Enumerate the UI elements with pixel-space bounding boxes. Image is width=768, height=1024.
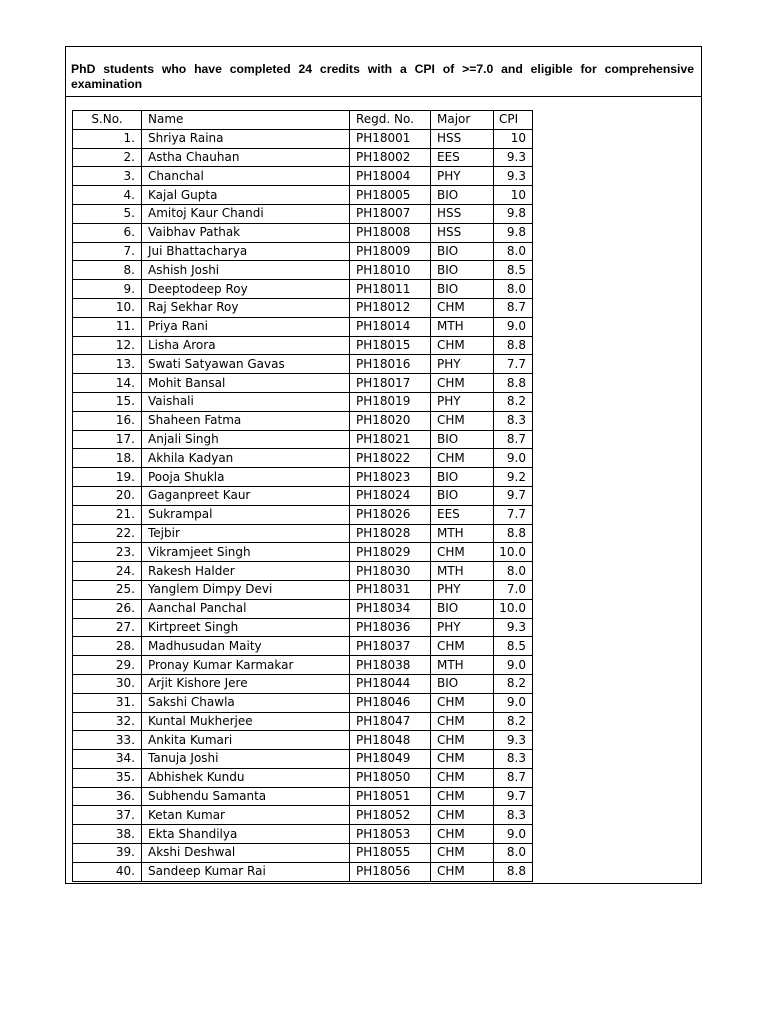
cell-regd-no: PH18051 [350,787,431,806]
cell-cpi: 9.0 [494,317,533,336]
cell-cpi: 8.7 [494,430,533,449]
cell-major: BIO [431,430,494,449]
cell-sno: 23. [73,543,142,562]
cell-sno: 26. [73,599,142,618]
cell-cpi: 10 [494,186,533,205]
cell-regd-no: PH18026 [350,505,431,524]
cell-regd-no: PH18015 [350,336,431,355]
cell-major: CHM [431,374,494,393]
cell-major: CHM [431,731,494,750]
table-row [73,862,533,881]
table-row [73,486,533,505]
cell-cpi: 10 [494,129,533,148]
cell-cpi: 9.3 [494,167,533,186]
cell-name: Tejbir [142,524,350,543]
cell-major: CHM [431,825,494,844]
cell-major: PHY [431,167,494,186]
cell-major: BIO [431,261,494,280]
cell-cpi: 8.3 [494,750,533,769]
cell-regd-no: PH18050 [350,768,431,787]
cell-name: Shaheen Fatma [142,411,350,430]
cell-sno: 35. [73,768,142,787]
cell-name: Subhendu Samanta [142,787,350,806]
cell-name: Amitoj Kaur Chandi [142,204,350,223]
cell-sno: 8. [73,261,142,280]
cell-regd-no: PH18044 [350,674,431,693]
table-row [73,543,533,562]
table-row [73,505,533,524]
cell-name: Yanglem Dimpy Devi [142,580,350,599]
cell-regd-no: PH18002 [350,148,431,167]
cell-major: MTH [431,317,494,336]
cell-regd-no: PH18046 [350,693,431,712]
table-row [73,317,533,336]
cell-cpi: 8.2 [494,392,533,411]
cell-cpi: 8.7 [494,298,533,317]
cell-regd-no: PH18028 [350,524,431,543]
table-row [73,336,533,355]
cell-cpi: 8.8 [494,374,533,393]
cell-name: Sakshi Chawla [142,693,350,712]
cell-sno: 38. [73,825,142,844]
cell-name: Abhishek Kundu [142,768,350,787]
table-row [73,167,533,186]
cell-major: BIO [431,280,494,299]
cell-cpi: 7.7 [494,355,533,374]
cell-name: Priya Rani [142,317,350,336]
cell-name: Gaganpreet Kaur [142,486,350,505]
cell-cpi: 7.0 [494,580,533,599]
cell-name: Vikramjeet Singh [142,543,350,562]
cell-cpi: 10.0 [494,543,533,562]
cell-name: Deeptodeep Roy [142,280,350,299]
cell-sno: 17. [73,430,142,449]
cell-regd-no: PH18008 [350,223,431,242]
cell-sno: 32. [73,712,142,731]
cell-regd-no: PH18017 [350,374,431,393]
cell-major: EES [431,505,494,524]
cell-regd-no: PH18022 [350,449,431,468]
table-row [73,562,533,581]
cell-name: Raj Sekhar Roy [142,298,350,317]
table-row [73,787,533,806]
cell-cpi: 8.3 [494,806,533,825]
cell-major: BIO [431,599,494,618]
cell-cpi: 8.0 [494,562,533,581]
cell-sno: 13. [73,355,142,374]
cell-major: BIO [431,242,494,261]
table-row [73,204,533,223]
cell-cpi: 9.0 [494,693,533,712]
cell-regd-no: PH18052 [350,806,431,825]
cell-cpi: 10.0 [494,599,533,618]
table-row [73,468,533,487]
table-row [73,750,533,769]
cell-cpi: 8.0 [494,242,533,261]
cell-cpi: 9.0 [494,449,533,468]
cell-major: HSS [431,204,494,223]
cell-cpi: 7.7 [494,505,533,524]
cell-sno: 40. [73,862,142,881]
cell-regd-no: PH18031 [350,580,431,599]
cell-sno: 4. [73,186,142,205]
table-row [73,656,533,675]
cell-regd-no: PH18019 [350,392,431,411]
cell-major: PHY [431,618,494,637]
cell-cpi: 9.7 [494,787,533,806]
table-row [73,430,533,449]
cell-major: CHM [431,693,494,712]
cell-name: Tanuja Joshi [142,750,350,769]
cell-sno: 16. [73,411,142,430]
cell-name: Kirtpreet Singh [142,618,350,637]
cell-sno: 34. [73,750,142,769]
cell-sno: 21. [73,505,142,524]
cell-name: Akhila Kadyan [142,449,350,468]
cell-regd-no: PH18049 [350,750,431,769]
cell-name: Rakesh Halder [142,562,350,581]
table-row [73,148,533,167]
cell-major: CHM [431,449,494,468]
table-row [73,637,533,656]
table-row [73,242,533,261]
cell-regd-no: PH18012 [350,298,431,317]
cell-sno: 11. [73,317,142,336]
table-row [73,693,533,712]
cell-name: Jui Bhattacharya [142,242,350,261]
cell-regd-no: PH18011 [350,280,431,299]
cell-sno: 33. [73,731,142,750]
table-row [73,186,533,205]
cell-regd-no: PH18048 [350,731,431,750]
cell-cpi: 8.5 [494,637,533,656]
cell-sno: 6. [73,223,142,242]
cell-major: BIO [431,468,494,487]
cell-name: Ashish Joshi [142,261,350,280]
table-row [73,599,533,618]
header-major: Major [431,111,494,130]
cell-name: Mohit Bansal [142,374,350,393]
cell-cpi: 9.8 [494,204,533,223]
table-body [73,129,533,881]
cell-regd-no: PH18037 [350,637,431,656]
cell-name: Kajal Gupta [142,186,350,205]
cell-name: Lisha Arora [142,336,350,355]
cell-regd-no: PH18030 [350,562,431,581]
cell-sno: 30. [73,674,142,693]
table-row [73,618,533,637]
table-row [73,411,533,430]
cell-cpi: 8.7 [494,768,533,787]
cell-major: CHM [431,806,494,825]
cell-cpi: 9.7 [494,486,533,505]
table-row [73,825,533,844]
cell-name: Astha Chauhan [142,148,350,167]
cell-major: CHM [431,637,494,656]
cell-regd-no: PH18034 [350,599,431,618]
cell-cpi: 8.2 [494,712,533,731]
table-row [73,524,533,543]
cell-regd-no: PH18005 [350,186,431,205]
table-row [73,674,533,693]
cell-regd-no: PH18053 [350,825,431,844]
table-row [73,261,533,280]
cell-name: Arjit Kishore Jere [142,674,350,693]
table-row [73,298,533,317]
cell-sno: 1. [73,129,142,148]
table-row [73,731,533,750]
cell-name: Pooja Shukla [142,468,350,487]
cell-major: CHM [431,543,494,562]
cell-major: MTH [431,524,494,543]
cell-regd-no: PH18036 [350,618,431,637]
cell-cpi: 9.3 [494,731,533,750]
students-table [72,110,533,882]
cell-regd-no: PH18007 [350,204,431,223]
cell-sno: 27. [73,618,142,637]
cell-regd-no: PH18009 [350,242,431,261]
cell-regd-no: PH18023 [350,468,431,487]
cell-regd-no: PH18016 [350,355,431,374]
cell-major: PHY [431,355,494,374]
cell-sno: 14. [73,374,142,393]
cell-name: Vaibhav Pathak [142,223,350,242]
table-row [73,223,533,242]
cell-cpi: 9.3 [494,618,533,637]
cell-regd-no: PH18020 [350,411,431,430]
cell-major: PHY [431,580,494,599]
cell-name: Chanchal [142,167,350,186]
table-row [73,129,533,148]
cell-sno: 31. [73,693,142,712]
cell-sno: 22. [73,524,142,543]
cell-cpi: 8.8 [494,336,533,355]
cell-major: BIO [431,186,494,205]
cell-regd-no: PH18010 [350,261,431,280]
cell-cpi: 8.5 [494,261,533,280]
cell-name: Vaishali [142,392,350,411]
header-regd-no: Regd. No. [350,111,431,130]
cell-major: CHM [431,298,494,317]
cell-sno: 37. [73,806,142,825]
cell-regd-no: PH18001 [350,129,431,148]
cell-cpi: 8.8 [494,862,533,881]
cell-major: CHM [431,336,494,355]
cell-sno: 10. [73,298,142,317]
cell-name: Sandeep Kumar Rai [142,862,350,881]
cell-cpi: 9.8 [494,223,533,242]
cell-name: Shriya Raina [142,129,350,148]
cell-major: HSS [431,129,494,148]
cell-sno: 39. [73,844,142,863]
cell-name: Ekta Shandilya [142,825,350,844]
cell-major: PHY [431,392,494,411]
header-name: Name [142,111,350,130]
table-row [73,355,533,374]
cell-cpi: 9.2 [494,468,533,487]
document-frame [65,46,702,884]
cell-name: Sukrampal [142,505,350,524]
document-title: PhD students who have completed 24 credits with a CPI of >=7.0 and eligible for comprehensive examination [66,47,701,97]
cell-cpi: 9.3 [494,148,533,167]
cell-name: Madhusudan Maity [142,637,350,656]
cell-name: Aanchal Panchal [142,599,350,618]
cell-cpi: 8.3 [494,411,533,430]
cell-regd-no: PH18047 [350,712,431,731]
cell-major: CHM [431,862,494,881]
cell-cpi: 8.8 [494,524,533,543]
cell-sno: 9. [73,280,142,299]
table-row [73,768,533,787]
cell-major: CHM [431,844,494,863]
cell-major: CHM [431,712,494,731]
cell-sno: 24. [73,562,142,581]
cell-cpi: 9.0 [494,825,533,844]
cell-sno: 25. [73,580,142,599]
cell-sno: 28. [73,637,142,656]
cell-major: BIO [431,486,494,505]
cell-major: CHM [431,787,494,806]
cell-regd-no: PH18014 [350,317,431,336]
cell-major: EES [431,148,494,167]
cell-regd-no: PH18029 [350,543,431,562]
table-row [73,580,533,599]
cell-sno: 19. [73,468,142,487]
cell-major: CHM [431,768,494,787]
cell-sno: 20. [73,486,142,505]
cell-sno: 18. [73,449,142,468]
cell-major: HSS [431,223,494,242]
cell-regd-no: PH18024 [350,486,431,505]
cell-name: Kuntal Mukherjee [142,712,350,731]
cell-cpi: 8.0 [494,844,533,863]
cell-regd-no: PH18021 [350,430,431,449]
cell-sno: 29. [73,656,142,675]
table-row [73,844,533,863]
table-row [73,374,533,393]
cell-name: Ketan Kumar [142,806,350,825]
cell-sno: 5. [73,204,142,223]
cell-sno: 12. [73,336,142,355]
cell-major: CHM [431,750,494,769]
cell-sno: 7. [73,242,142,261]
table-row [73,392,533,411]
table-row [73,449,533,468]
cell-name: Anjali Singh [142,430,350,449]
cell-sno: 15. [73,392,142,411]
header-cpi: CPI [494,111,533,130]
cell-cpi: 8.0 [494,280,533,299]
cell-regd-no: PH18055 [350,844,431,863]
cell-regd-no: PH18038 [350,656,431,675]
cell-regd-no: PH18056 [350,862,431,881]
cell-major: BIO [431,674,494,693]
cell-major: MTH [431,656,494,675]
table-row [73,712,533,731]
cell-sno: 36. [73,787,142,806]
cell-regd-no: PH18004 [350,167,431,186]
cell-sno: 2. [73,148,142,167]
cell-name: Swati Satyawan Gavas [142,355,350,374]
table-row [73,806,533,825]
table-header-row [73,111,533,130]
cell-cpi: 8.2 [494,674,533,693]
cell-major: MTH [431,562,494,581]
cell-name: Akshi Deshwal [142,844,350,863]
cell-name: Ankita Kumari [142,731,350,750]
cell-major: CHM [431,411,494,430]
header-sno: S.No. [73,111,142,130]
table-row [73,280,533,299]
cell-cpi: 9.0 [494,656,533,675]
cell-name: Pronay Kumar Karmakar [142,656,350,675]
cell-sno: 3. [73,167,142,186]
